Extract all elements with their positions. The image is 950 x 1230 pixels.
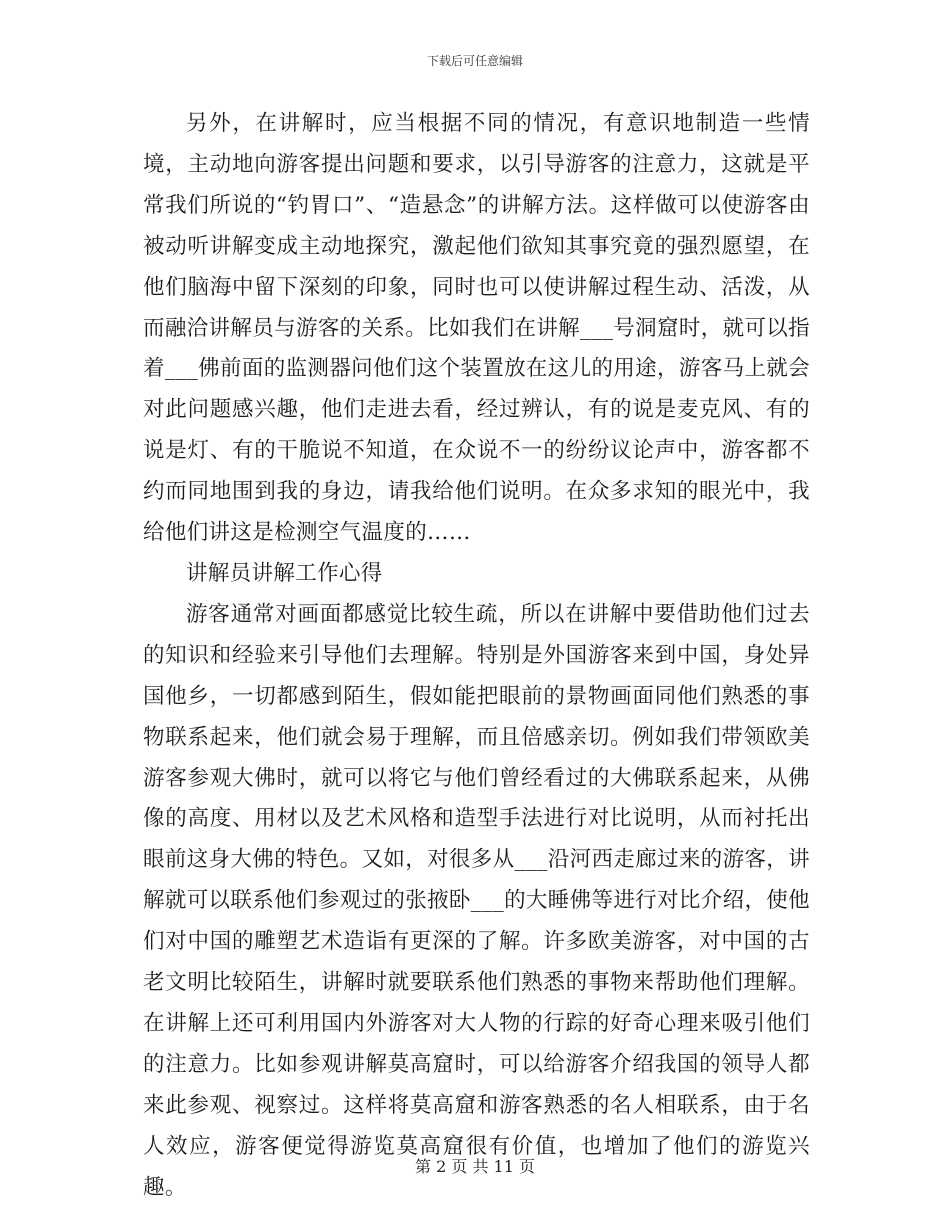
- document-body: [143, 104, 810, 1208]
- page-header-note: 下载后可任意编辑: [426, 54, 523, 68]
- body-paragraph-1: 另外，在讲解时，应当根据不同的情况，有意识地制造一些情境，主动地向游客提出问题和要求，以引导游客的注意力，这就是平常我们所说的“钓胃口”、“造悬念”的讲解方法。这样做可以使游客由被动听讲解变成主动地探究，激起他们欲知其事究竟的强烈愿望，在他们脑海中留下深刻的印象，同时也可以使讲解过程生动、活泼，从而融洽讲解员与游客的关系。比如我们在讲解___号洞窟时，就可以指着___佛前面的监测器问他们这个装置放在这儿的用途，游客马上就会对此问题感兴趣，他们走进去看，经过辨认，有的说是麦克风、有的说是灯、有的干脆说不知道，在众说不一的纷纷议论声中，游客都不约而同地围到我的身边，请我给他们说明。在众多求知的眼光中，我给他们讲这是检测空气温度的……: [143, 111, 810, 546]
- page-number-footer: 第 2 页 共 11 页: [415, 1157, 535, 1176]
- body-paragraph-2: 游客通常对画面都感觉比较生疏，所以在讲解中要借助他们过去的知识和经验来引导他们去理解。特别是外国游客来到中国，身处异国他乡，一切都感到陌生，假如能把眼前的景物画面同他们熟悉的事物联系起来，他们就会易于理解，而且倍感亲切。例如我们带领欧美游客参观大佛时，就可以将它与他们曾经看过的大佛联系起来，从佛像的高度、用材以及艺术风格和造型手法进行对比说明，从而衬托出眼前这身大佛的特色。又如，对很多从___沿河西走廊过来的游客，讲解就可以联系他们参观过的张掖卧___的大睡佛等进行对比介绍，使他们对中国的雕塑艺术造诣有更深的了解。许多欧美游客，对中国的古老文明比较陌生，讲解时就要联系他们熟悉的事物来帮助他们理解。在讲解上还可利用国内外游客对大人物的行踪的好奇心理来吸引他们的注意力。比如参观讲解莫高窟时，可以给游客介绍我国的领导人都来此参观、视察过。这样将莫高窟和游客熟悉的名人相联系，由于名人效应，游客便觉得游览莫高窟很有价值，也增加了他们的游览兴趣。: [143, 601, 810, 1200]
- section-heading: 讲解员讲解工作心得: [186, 560, 383, 586]
